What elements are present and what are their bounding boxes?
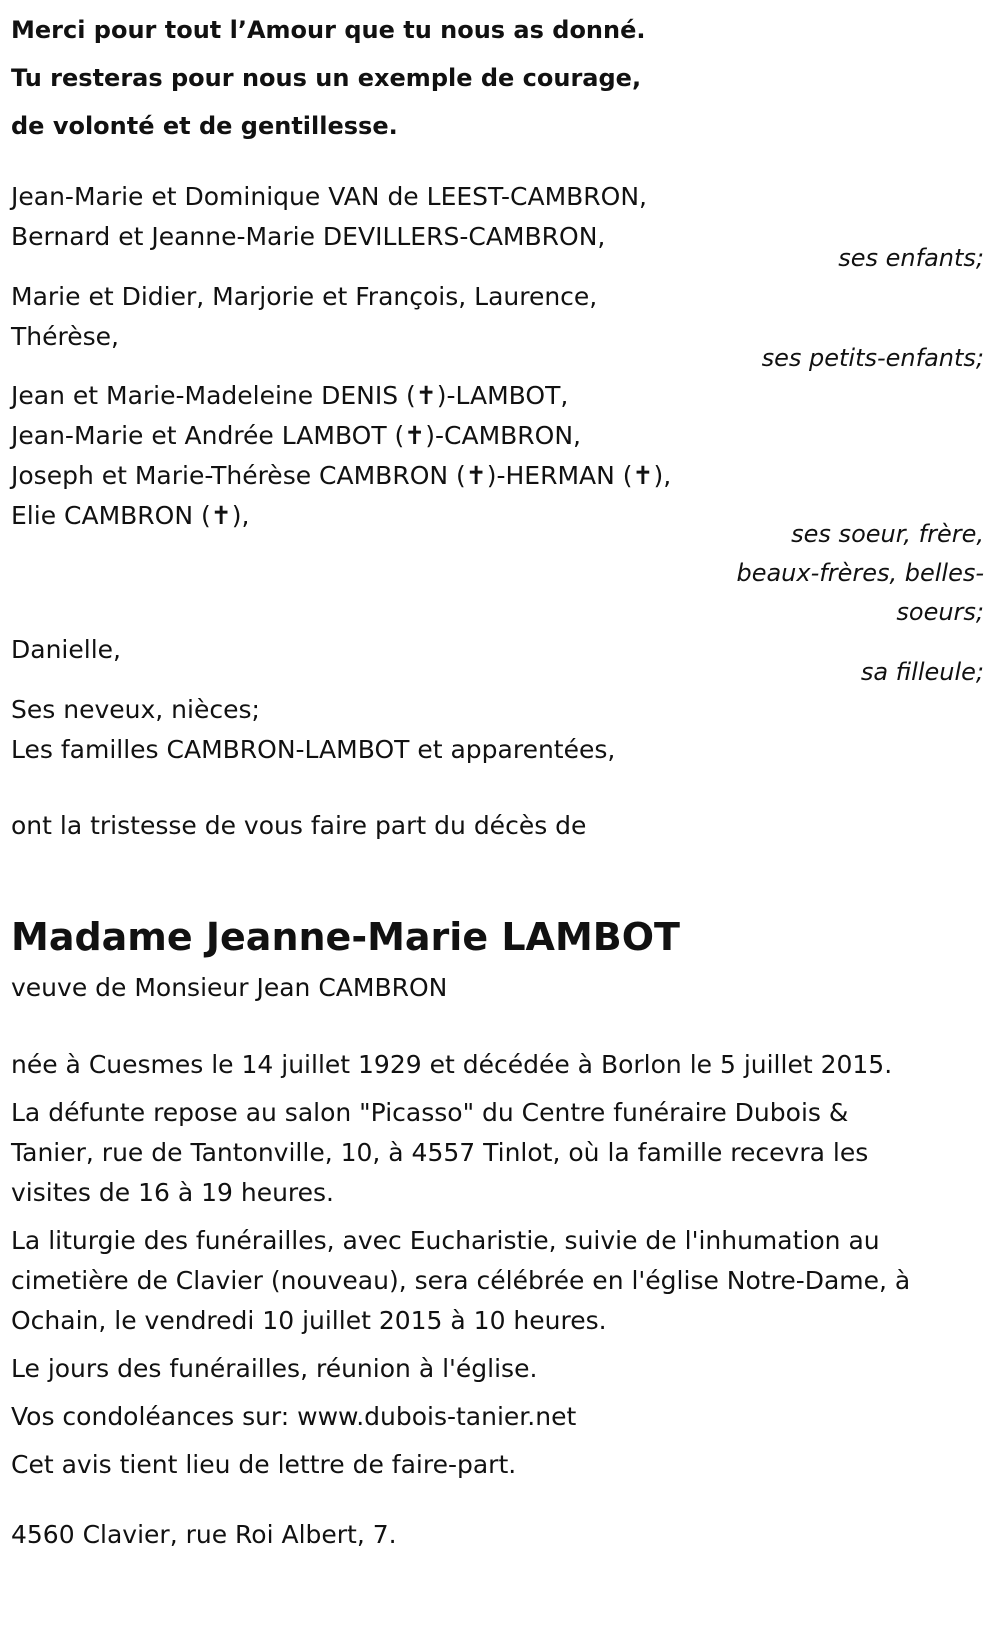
family-line: Jean-Marie et Dominique VAN de LEEST-CAMBRON, xyxy=(11,182,647,211)
role-line: soeurs; xyxy=(896,598,984,626)
family-line: Joseph et Marie-Thérèse CAMBRON (✝)-HERMAN (✝), xyxy=(11,461,672,490)
grandchildren-names xyxy=(11,277,597,357)
detail-line: Ochain, le vendredi 10 juillet 2015 à 10 heures. xyxy=(11,1306,607,1335)
grandchildren-role: ses petits-enfants; xyxy=(761,344,984,372)
detail-paragraph xyxy=(11,1349,910,1389)
role-line: ses soeur, frère, xyxy=(791,520,984,548)
siblings-names xyxy=(11,376,671,536)
detail-line: La liturgie des funérailles, avec Eucharistie, suivie de l'inhumation au xyxy=(11,1226,880,1255)
family-line: Jean et Marie-Madeleine DENIS (✝)-LAMBOT, xyxy=(11,381,569,410)
goddaughter-role: sa filleule; xyxy=(860,658,984,686)
detail-paragraph xyxy=(11,1445,910,1485)
announcement xyxy=(11,806,586,846)
family-line: Jean-Marie et Andrée LAMBOT (✝)-CAMBRON, xyxy=(11,421,581,450)
goddaughter-name xyxy=(11,630,121,670)
detail-paragraph xyxy=(11,1397,910,1437)
detail-line: Vos condoléances sur: www.dubois-tanier.net xyxy=(11,1402,577,1431)
quote-line: Merci pour tout l’Amour que tu nous as donné. xyxy=(11,16,646,44)
children-role: ses enfants; xyxy=(838,244,984,272)
detail-line: Le jours des funérailles, réunion à l'église. xyxy=(11,1354,538,1383)
detail-line: cimetière de Clavier (nouveau), sera célébrée en l'église Notre-Dame, à xyxy=(11,1266,911,1295)
announcement-text: ont la tristesse de vous faire part du décès de xyxy=(11,811,587,840)
address xyxy=(11,1515,397,1555)
detail-line: Tanier, rue de Tantonville, 10, à 4557 Tinlot, où la famille recevra les xyxy=(11,1138,869,1167)
family-line: Thérèse, xyxy=(11,322,119,351)
widow-of-text: veuve de Monsieur Jean CAMBRON xyxy=(11,973,448,1002)
family-line: Marie et Didier, Marjorie et François, Laurence, xyxy=(11,282,598,311)
detail-paragraph xyxy=(11,1093,910,1213)
quote-line: de volonté et de gentillesse. xyxy=(11,112,398,140)
detail-paragraph xyxy=(11,1045,910,1085)
detail-paragraph xyxy=(11,1221,910,1341)
detail-line: La défunte repose au salon "Picasso" du Centre funéraire Dubois & xyxy=(11,1098,849,1127)
detail-line: Cet avis tient lieu de lettre de faire-part. xyxy=(11,1450,517,1479)
family-line: Elie CAMBRON (✝), xyxy=(11,501,250,530)
detail-line: née à Cuesmes le 14 juillet 1929 et décédée à Borlon le 5 juillet 2015. xyxy=(11,1050,893,1079)
family-line: Danielle, xyxy=(11,635,121,664)
opening-quote xyxy=(11,6,646,150)
detail-line: visites de 16 à 19 heures. xyxy=(11,1178,334,1207)
family-line: Les familles CAMBRON-LAMBOT et apparentées, xyxy=(11,735,616,764)
siblings-role xyxy=(736,515,984,632)
children-names xyxy=(11,177,647,257)
funeral-details xyxy=(11,1045,910,1493)
deceased-name: Madame Jeanne-Marie LAMBOT xyxy=(11,915,680,959)
family-line: Bernard et Jeanne-Marie DEVILLERS-CAMBRON, xyxy=(11,222,606,251)
quote-line: Tu resteras pour nous un exemple de courage, xyxy=(11,64,642,92)
address-text: 4560 Clavier, rue Roi Albert, 7. xyxy=(11,1520,397,1549)
role-line: beaux-frères, belles- xyxy=(736,559,984,587)
family-line: Ses neveux, nièces; xyxy=(11,695,260,724)
widow-of xyxy=(11,968,447,1008)
other-relatives xyxy=(11,690,615,770)
